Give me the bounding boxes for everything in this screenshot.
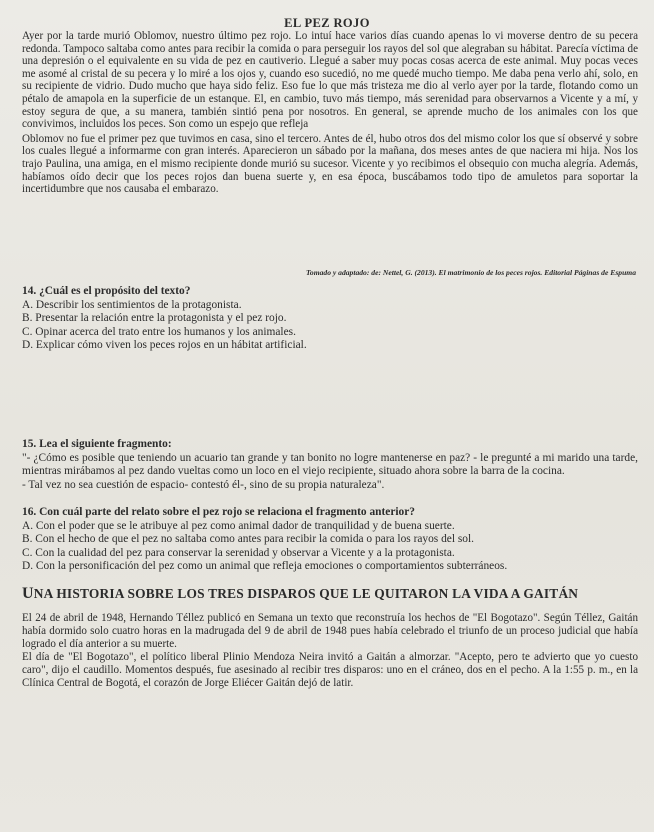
source-citation: Tomado y adaptado: de: Nettel, G. (2013). El matrimonio de los peces rojos. Editorial Páginas de Espuma: [305, 268, 636, 277]
answer-option-a[interactable]: A. Con el poder que se le atribuye al pez como animal dador de tranquilidad y de buena suerte.: [22, 519, 455, 532]
story-text: [22, 30, 638, 196]
question-15: [22, 438, 638, 492]
section-title-rest: NA HISTORIA SOBRE LOS TRES DISPAROS QUE LE QUITARON LA VIDA A GAITÁN: [33, 586, 579, 601]
answer-option-d[interactable]: D. Explicar cómo viven los peces rojos en un hábitat artificial.: [22, 339, 307, 352]
question-heading: 14. ¿Cuál es el propósito del texto?: [22, 285, 191, 297]
history-paragraph: El día de "El Bogotazo", el político liberal Plinio Mendoza Neira invitó a Gaitán a almorzar. "Acepto, pero te advierto que yo cuesto caro", dijo el caudillo. Momentos después, fue asesinado al recibir tres disparos: uno en el cráneo, dos en el pecho. A la 1:55 p. m., en la Clínica Central de Bogotá, el corazón de Jorge Eliécer Gaitán dejó de latir.: [22, 651, 638, 689]
section-title: [22, 585, 638, 603]
answer-option-a[interactable]: A. Describir los sentimientos de la protagonista.: [22, 298, 242, 311]
story-paragraph: Ayer por la tarde murió Oblomov, nuestro último pez rojo. Lo intuí hace varios días cuando apenas lo vi moverse dentro de su pecera redonda. Tampoco saltaba como antes para recibir la comida o para perseguir los rayos del sol que alegraban su hábitat. Parecía víctima de una depresión o el equivalente en su vida de pez en cautiverio. Llegué a saber muy pocas cosas acerca de este animal. Muy pocas veces me asomé al cristal de su pecera y lo miré a los ojos y, cuando eso sucedió, no me quedé mucho tiempo. Me daba pena verlo ahí, solo, en su recipiente de vidrio. Dudo mucho que haya sido feliz. Eso fue lo que más tristeza me dio al verlo ayer por la tarde, flotando como un pétalo de amapola en la superficie de un estanque. El, en cambio, tuvo más tiempo, más serenidad para observarnos a Vicente y a mí, y estoy segura de que, a su manera, también sintió pena por nosotros. En general, se aprende mucho de los animales con los que convivimos, incluidos los peces. Son como un espejo que refleja: [22, 30, 638, 131]
section-title-initial: U: [22, 585, 34, 602]
fragment-quote: - Tal vez no sea cuestión de espacio- contestó él-, sino de su propia naturaleza".: [22, 478, 385, 491]
question-heading: 15. Lea el siguiente fragmento:: [22, 438, 172, 450]
question-16: [22, 506, 638, 574]
answer-option-b[interactable]: B. Presentar la relación entre la protagonista y el pez rojo.: [22, 312, 287, 325]
fragment-quote: "- ¿Cómo es posible que teniendo un acuario tan grande y tan bonito no logre mantenerse en paz? - le pregunté a mi marido una tarde, mientras mirábamos al pez dando vueltas como un loco en el viejo recipiente, situado ahora sobre la barra de la cocina.: [22, 451, 638, 478]
story-paragraph: Oblomov no fue el primer pez que tuvimos en casa, sino el tercero. Antes de él, hubo otros dos del mismo color los que sí observé y sobre los cuales llegué a informarme con gran interés. Aparecieron un sábado por la mañana, dos meses antes de que naciera mi hija. Nos los trajo Paulina, una amiga, en el mismo recipiente donde murió su sucesor. Vicente y yo recibimos el obsequio con mucha alegría. Además, habíamos oído decir que los peces rojos dan buena suerte y, en esa época, buscábamos todo tipo de amuletos para soportar la incertidumbre que nos causaba el embarazo.: [22, 132, 638, 196]
question-14: [22, 285, 638, 353]
question-heading: 16. Con cuál parte del relato sobre el pez rojo se relaciona el fragmento anterior?: [22, 506, 415, 518]
story-title: EL PEZ ROJO: [284, 16, 370, 30]
history-paragraph: El 24 de abril de 1948, Hernando Téllez publicó en Semana un texto que reconstruía los hechos de "El Bogotazo". Según Téllez, Gaitán había dormido solo cuatro horas en la madrugada del 9 de abril de 1948 pues había celebrado el triunfo de un proceso judicial que había logrado el día anterior a su muerte.: [22, 612, 638, 650]
answer-option-b[interactable]: B. Con el hecho de que el pez no saltaba como antes para recibir la comida o para los rayos del sol.: [22, 533, 474, 546]
answer-option-d[interactable]: D. Con la personificación del pez como un animal que refleja emociones o comportamientos subterráneos.: [22, 560, 508, 573]
history-text: [22, 612, 638, 690]
answer-option-c[interactable]: C. Opinar acerca del trato entre los humanos y los animales.: [22, 325, 296, 338]
answer-option-c[interactable]: C. Con la cualidad del pez para conservar la serenidad y observar a Vicente y a la protagonista.: [22, 546, 455, 559]
